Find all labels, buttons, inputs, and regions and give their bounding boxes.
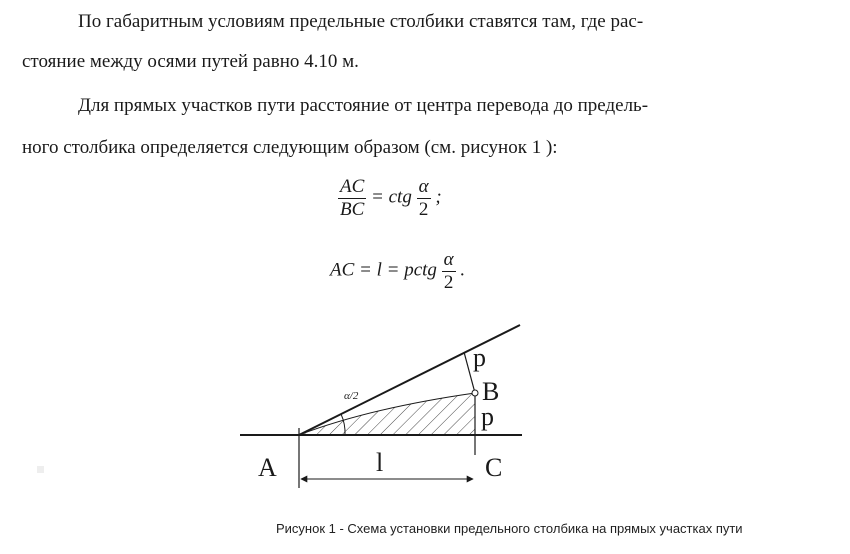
fraction-alpha: α [418,176,429,197]
label-c: C [485,453,503,482]
label-a: A [258,453,277,482]
fraction-denominator: BC [340,198,365,220]
label-p-bottom: p [481,402,494,431]
formula-ctg: = ctg [371,186,412,208]
formula-lhs: AC = l = pctg [330,259,437,281]
formula-semicolon: ; [435,186,442,208]
formula-period: . [460,259,466,281]
paragraph-2-line-2: ного столбика определяется следующим образом (см. рисунок 1 ): [22,137,558,158]
paragraph-1-line-2: стояние между осями путей равно 4.10 м. [22,51,359,72]
figure-caption: Рисунок 1 - Схема установки предельного столбика на прямых участках пути [276,521,743,536]
label-p-top: p [473,343,486,372]
hatched-area [299,393,475,435]
paragraph-2-line-1: Для прямых участков пути расстояние от центра перевода до предель- [78,95,649,116]
label-l: l [376,448,384,477]
paragraph-1-line-1: По габаритным условиям предельные столбики ставятся там, где рас- [78,11,644,32]
fraction-two: 2 [418,198,429,220]
artifact-dot [37,466,44,473]
label-b: B [482,377,500,406]
point-b [472,390,478,396]
fraction-numerator: AC [340,176,365,197]
fraction-two-2: 2 [443,271,454,293]
fraction-alpha-2: α [443,249,454,270]
label-angle: α/2 [344,390,359,402]
